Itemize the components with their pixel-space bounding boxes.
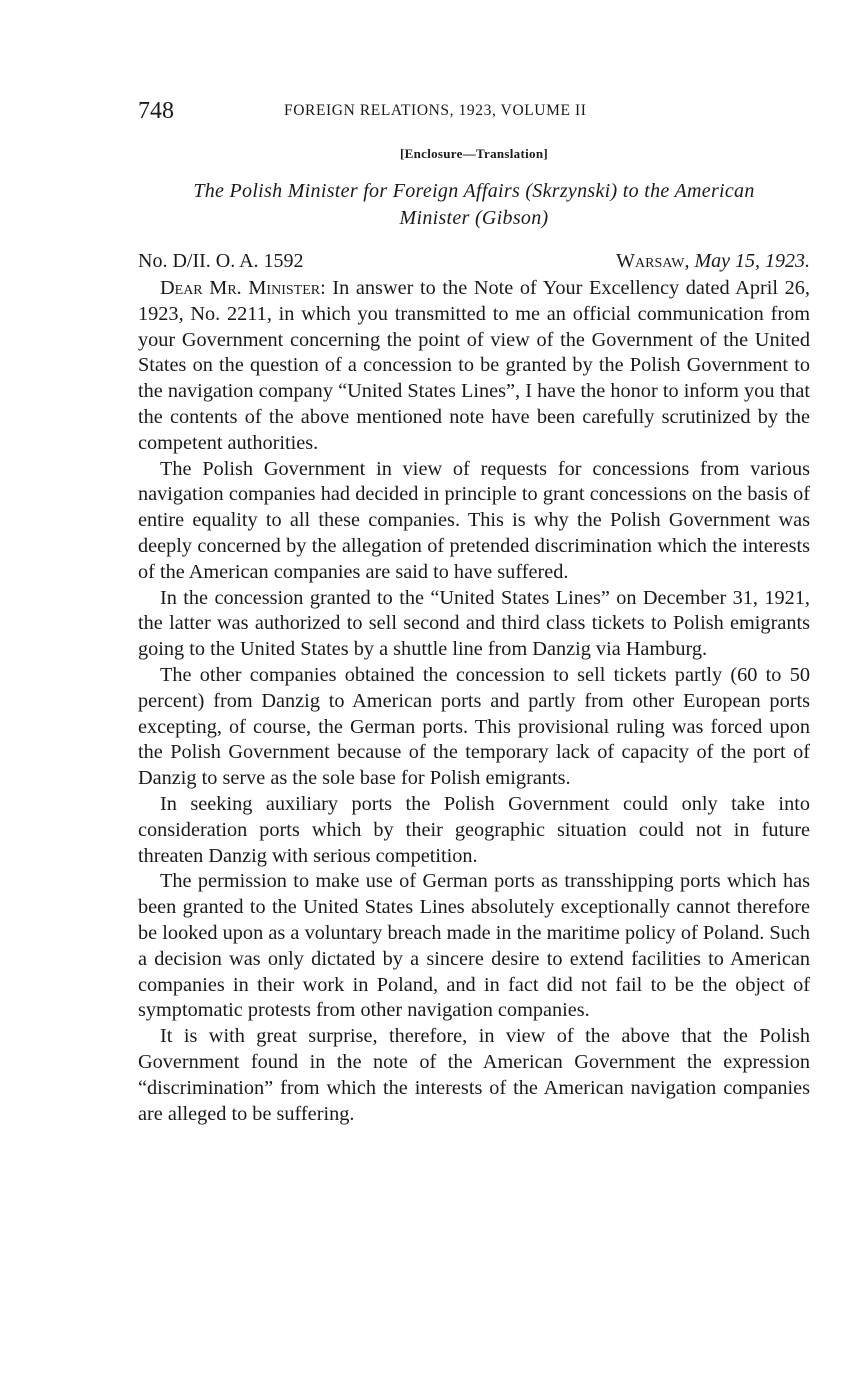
running-head [138, 96, 810, 126]
date: May 15, 1923. [694, 250, 810, 272]
place-date [616, 248, 810, 274]
dateline [138, 248, 810, 274]
paragraph: In seeking auxiliary ports the Polish Government could only take into consideration ports which by their geographic situation could not in future threaten Danzig with serious competition. [138, 792, 810, 867]
paragraph: It is with great surprise, therefore, in view of the above that the Polish Government found in the note of the American Government the expression “discrimination” from which the interests of the American navigation companies are alleged to be suffering. [138, 1025, 810, 1125]
paragraph-text: In answer to the Note of Your Excellency dated April 26, 1923, No. 2211, in which you transmitted to me an official communication from your Government concerning the point of view of the Government of the United States on the question of a concession to be granted by the Polish Government to the navigation company “United States Lines”, I have the honor to inform you that the contents of the above mentioned note have been carefully scrutinized by the competent authorities. [138, 277, 810, 454]
paragraph: The permission to make use of German ports as transshipping ports which has been granted to the United States Lines absolutely exceptionally cannot therefore be looked upon as a voluntary breach made in the maritime policy of Poland. Such a decision was only dictated by a sincere desire to extend facilities to American companies in their work in Poland, and in fact did not fail to be the object of symptomatic protests from other navigation companies. [138, 870, 810, 1022]
salutation: Dear Mr. Minister: [160, 277, 326, 299]
paragraph [138, 276, 810, 457]
paragraph: The Polish Government in view of requests for concessions from various navigation companies had decided in principle to grant concessions on the basis of entire equality to all these companies. This is why the Polish Government was deeply concerned by the allegation of pretended discrimination which the interests of the American companies are said to have suffered. [138, 457, 810, 583]
letter-heading: The Polish Minister for Foreign Affairs (Skrzynski) to the American Minister (Gibson) [193, 180, 755, 229]
enclosure-label: [Enclosure—Translation] [400, 146, 548, 161]
letter-body [138, 276, 810, 1127]
running-title: FOREIGN RELATIONS, 1923, VOLUME II [284, 102, 587, 119]
reference-number: No. D/II. O. A. 1592 [138, 250, 304, 272]
place: Warsaw, [616, 250, 690, 272]
page-number: 748 [138, 98, 174, 124]
document-page [138, 96, 810, 1127]
paragraph: In the concession granted to the “United States Lines” on December 31, 1921, the latter was authorized to sell second and third class tickets to Polish emigrants going to the United States by a shuttle line from Danzig via Hamburg. [138, 586, 810, 661]
paragraph: The other companies obtained the concession to sell tickets partly (60 to 50 percent) from Danzig to American ports and partly from other European ports excepting, of course, the German ports. This provisional ruling was forced upon the Polish Government because of the temporary lack of capacity of the port of Danzig to serve as the sole base for Polish emigrants. [138, 663, 810, 790]
